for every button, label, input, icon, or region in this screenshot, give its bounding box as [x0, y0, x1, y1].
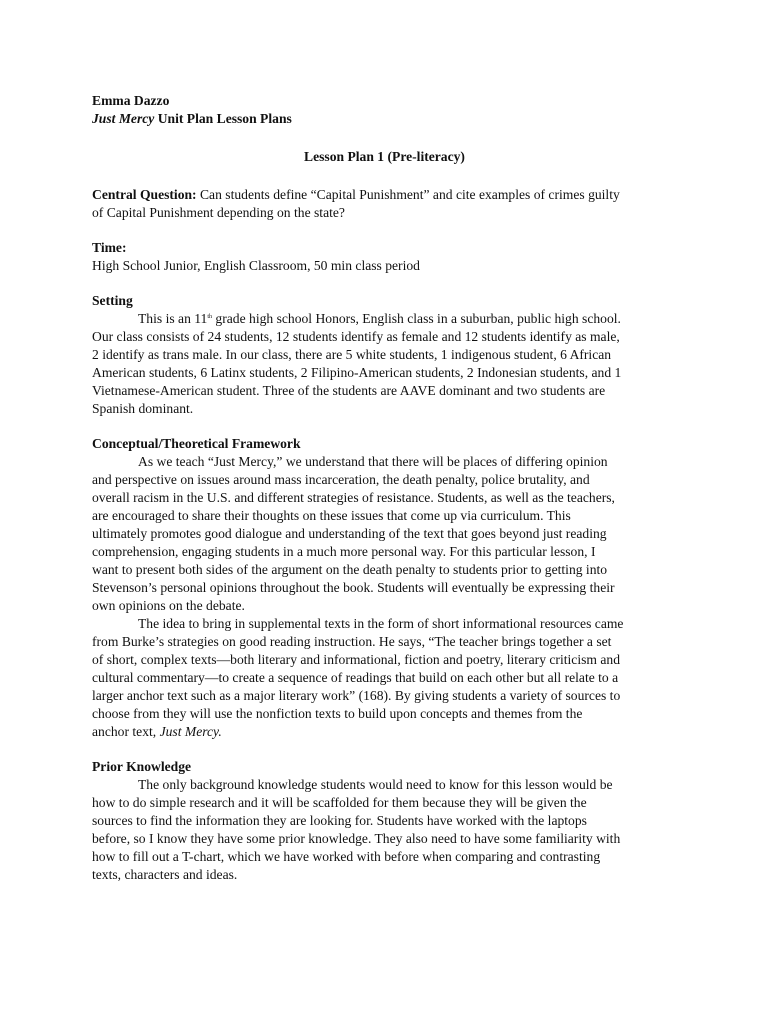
framework-line: larger anchor text such as a major literary work” (168). By giving students a variety of sources to [92, 688, 621, 703]
time-section [92, 239, 677, 275]
framework-text: anchor text, [92, 724, 160, 739]
framework-line: As we teach “Just Mercy,” we understand that there will be places of differing opinion [138, 454, 608, 469]
framework-line: want to present both sides of the argument on the death penalty to students prior to getting into [92, 562, 608, 577]
time-text: High School Junior, English Classroom, 50 min class period [92, 258, 420, 273]
framework-line: are encouraged to share their thoughts on these issues that come up via curriculum. This [92, 508, 571, 523]
setting-text-rest: grade high school Honors, English class in a suburban, public high school. [212, 311, 621, 326]
framework-line: The idea to bring in supplemental texts in the form of short informational resources came [138, 616, 624, 631]
lesson-title: Lesson Plan 1 (Pre-literacy) [304, 149, 465, 164]
ordinal-suffix: th [207, 314, 213, 320]
prior-knowledge-line: before, so I know they have some prior knowledge. They also need to have some familiarity with [92, 831, 621, 846]
setting-line: Our class consists of 24 students, 12 students identify as female and 12 students identify as male, [92, 329, 620, 344]
prior-knowledge-heading: Prior Knowledge [92, 759, 192, 774]
setting-heading: Setting [92, 293, 133, 308]
time-heading: Time: [92, 240, 127, 255]
setting-section [92, 292, 677, 418]
framework-line: choose from they will use the nonfiction texts to build upon concepts and themes from the [92, 706, 583, 721]
setting-line [92, 310, 677, 328]
prior-knowledge-line: sources to find the information they are looking for. Students have worked with the laptops [92, 813, 587, 828]
prior-knowledge-line: how to fill out a T-chart, which we have worked with before when comparing and contrasting [92, 849, 601, 864]
book-title-reference: Just Mercy. [159, 724, 222, 739]
framework-section [92, 435, 677, 741]
prior-knowledge-line: texts, characters and ideas. [92, 867, 238, 882]
framework-line [92, 723, 677, 741]
framework-line: Stevenson’s personal opinions throughout the book. Students will eventually be expressing their [92, 580, 615, 595]
document-title-rest: Unit Plan Lesson Plans [154, 111, 292, 126]
prior-knowledge-line: The only background knowledge students would need to know for this lesson would be [138, 777, 613, 792]
setting-line: Spanish dominant. [92, 401, 194, 416]
book-title: Just Mercy [92, 111, 155, 126]
author-name: Emma Dazzo [92, 93, 170, 108]
framework-line: comprehension, engaging students in a much more personal way. For this particular lesson, I [92, 544, 596, 559]
central-question-label: Central Question: [92, 187, 197, 202]
central-question-text-cont: of Capital Punishment depending on the state? [92, 205, 345, 220]
setting-line: American students, 6 Latinx students, 2 Filipino-American students, 2 Indonesian students, and 1 [92, 365, 622, 380]
prior-knowledge-line: how to do simple research and it will be scaffolded for them because they will be given the [92, 795, 587, 810]
document-title [92, 110, 677, 128]
framework-line: cultural commentary—to create a sequence of readings that build on each other but all relate to a [92, 670, 619, 685]
prior-knowledge-section [92, 758, 677, 884]
central-question-text: Can students define “Capital Punishment” and cite examples of crimes guilty [196, 187, 620, 202]
framework-line: overall racism in the U.S. and different strategies of resistance. Students, as well as the teachers, [92, 490, 615, 505]
central-question-section [92, 186, 677, 222]
document-body [92, 92, 677, 884]
framework-line: own opinions on the debate. [92, 598, 245, 613]
framework-heading: Conceptual/Theoretical Framework [92, 436, 301, 451]
framework-line: ultimately promotes good dialogue and understanding of the text that goes beyond just reading [92, 526, 607, 541]
framework-line: from Burke’s strategies on good reading instruction. He says, “The teacher brings together a set [92, 634, 612, 649]
setting-text-start: This is an 11 [138, 311, 208, 326]
setting-line: 2 identify as trans male. In our class, there are 5 white students, 1 indigenous student, 6 African [92, 347, 612, 362]
setting-line: Vietnamese-American student. Three of the students are AAVE dominant and two students are [92, 383, 606, 398]
framework-line: of short, complex texts—both literary and informational, fiction and poetry, literary criticism and [92, 652, 620, 667]
framework-line: and perspective on issues around mass incarceration, the death penalty, police brutality, and [92, 472, 590, 487]
